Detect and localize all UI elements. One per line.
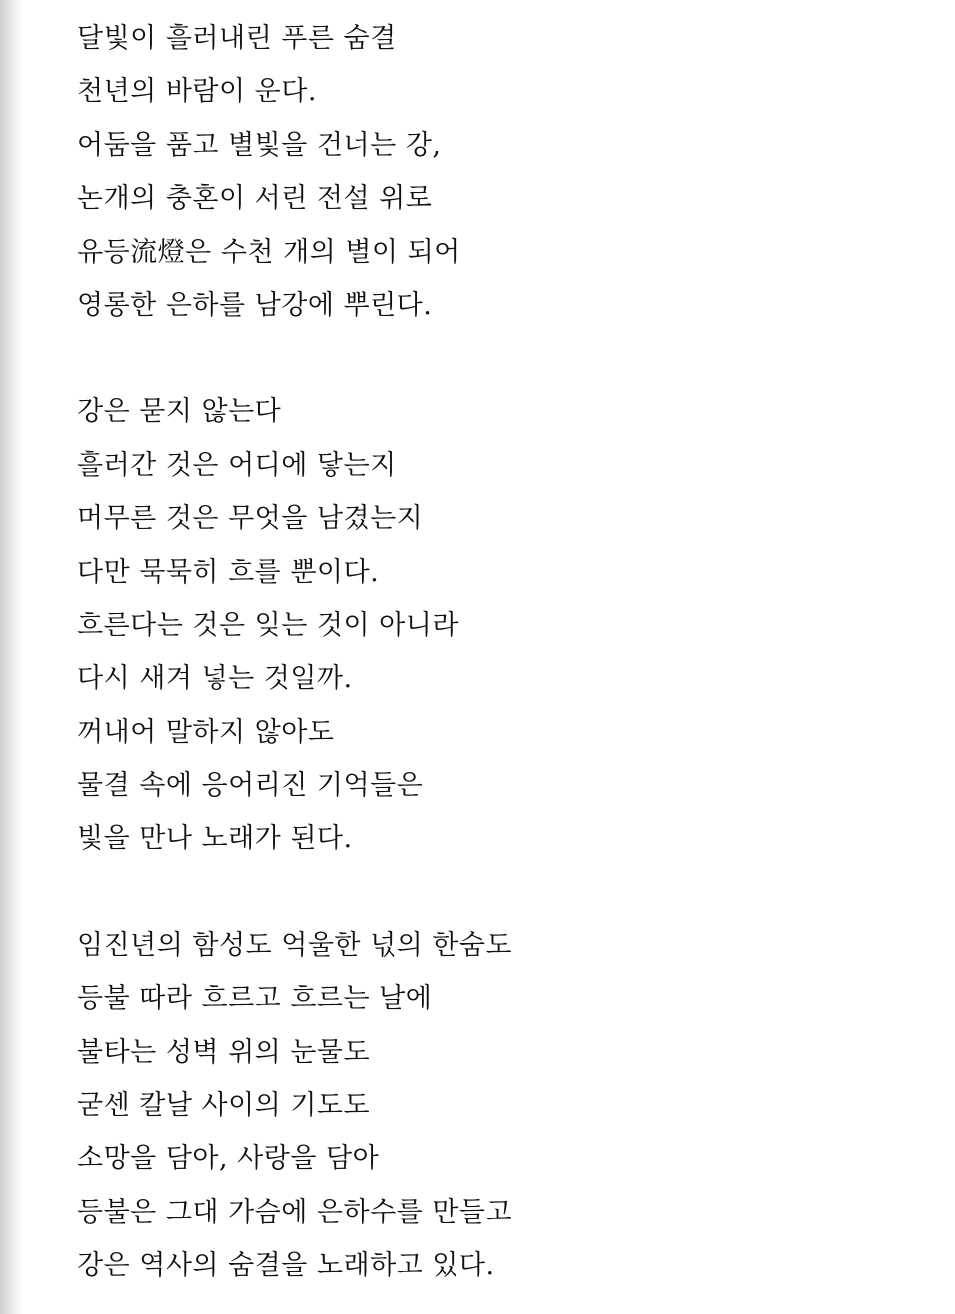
poem-line: 빛을 만나 노래가 된다. bbox=[77, 823, 353, 855]
poem-line: 강은 역사의 숨결을 노래하고 있다. bbox=[77, 1250, 495, 1282]
poem-line: 굳센 칼날 사이의 기도도 bbox=[77, 1090, 371, 1122]
poem-line: 논개의 충혼이 서린 전설 위로 bbox=[77, 183, 433, 215]
poem-line: 어둠을 품고 별빛을 건너는 강, bbox=[77, 129, 442, 161]
stanza-2 bbox=[77, 385, 777, 866]
poem-line: 유등流燈은 수천 개의 별이 되어 bbox=[77, 236, 461, 268]
poem-line: 물결 속에 응어리진 기억들은 bbox=[77, 770, 424, 802]
poem-line: 불타는 성벽 위의 눈물도 bbox=[77, 1036, 371, 1068]
page-edge-shadow bbox=[0, 0, 22, 1314]
poem-line: 강은 묻지 않는다 bbox=[77, 396, 282, 428]
poem-line: 등불은 그대 가슴에 은하수를 만들고 bbox=[77, 1196, 513, 1228]
poem-line: 흘러간 것은 어디에 닿는지 bbox=[77, 449, 397, 481]
poem-line: 다시 새겨 넣는 것일까. bbox=[77, 663, 353, 695]
stanza-3 bbox=[77, 919, 777, 1293]
poem-line: 흐른다는 것은 잊는 것이 아니라 bbox=[77, 609, 459, 641]
poem-line: 천년의 바람이 운다. bbox=[77, 76, 317, 108]
poem-line: 임진년의 함성도 억울한 넋의 한숨도 bbox=[77, 929, 513, 961]
poem-line: 영롱한 은하를 남강에 뿌린다. bbox=[77, 289, 433, 321]
poem-line: 다만 묵묵히 흐를 뿐이다. bbox=[77, 556, 380, 588]
poem-line: 머무른 것은 무엇을 남겼는지 bbox=[77, 503, 424, 535]
poem-line: 등불 따라 흐르고 흐르는 날에 bbox=[77, 983, 433, 1015]
stanza-1 bbox=[77, 12, 777, 332]
poem-line: 꺼내어 말하지 않아도 bbox=[77, 716, 335, 748]
poem-line: 달빛이 흘러내린 푸른 숨결 bbox=[77, 23, 397, 54]
poem-line: 소망을 담아, 사랑을 담아 bbox=[77, 1143, 380, 1175]
poem-body bbox=[77, 12, 777, 1293]
